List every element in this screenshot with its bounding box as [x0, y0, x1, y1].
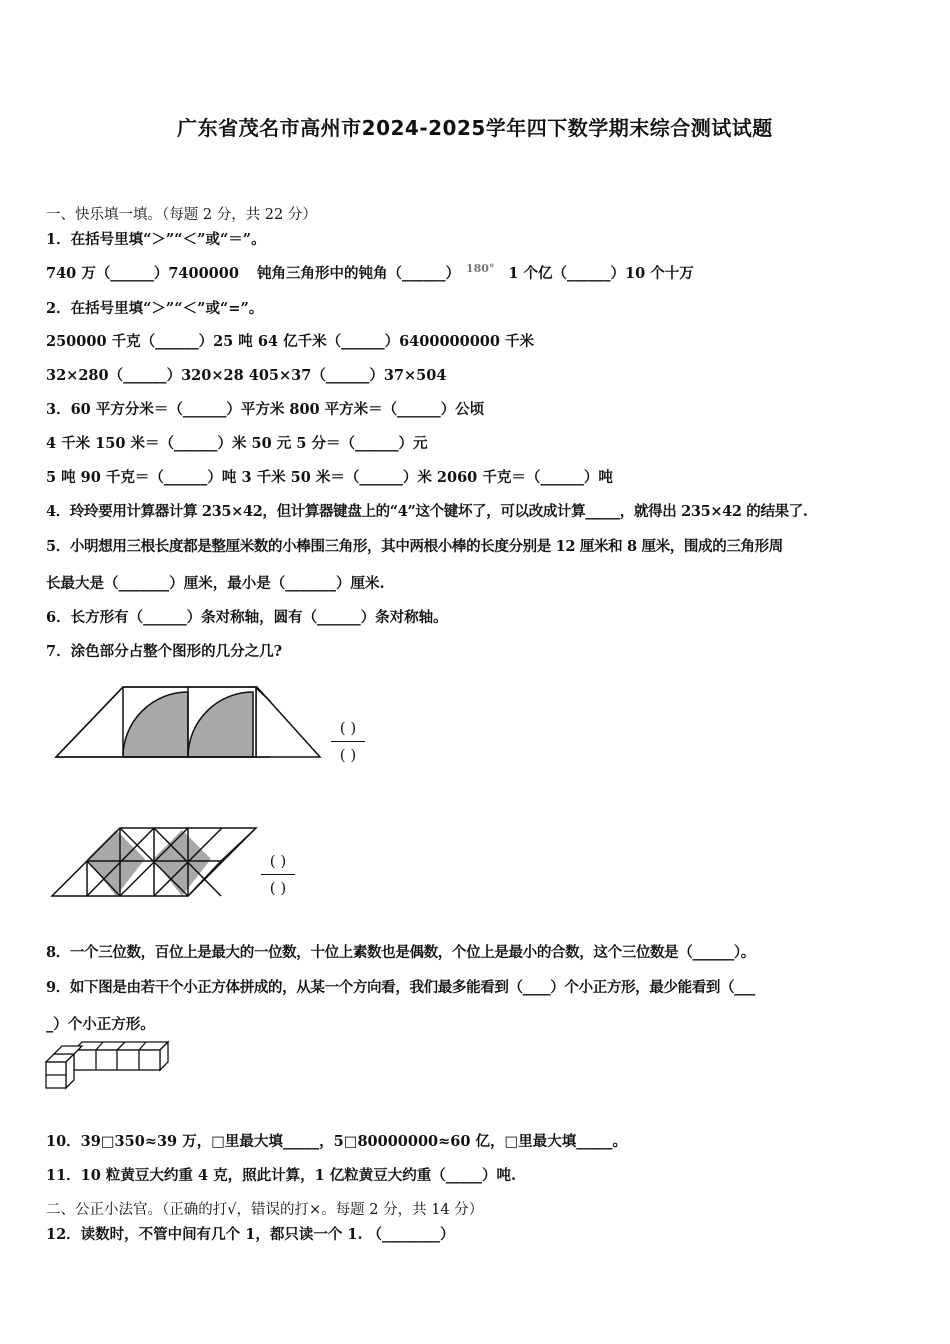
- shaded-diamond-left: [87, 830, 145, 896]
- section-heading-1: 一、快乐填一填。（每题 2 分，共 22 分）: [46, 207, 317, 223]
- fraction-answer-1: [328, 715, 368, 768]
- question-1-part-b: 钝角三角形中的钝角（______）: [256, 265, 460, 282]
- question-9-line-1: 9．如下图是由若干个小正方体拼成的，从某一个方向看，我们最多能看到（____）个小正方形，最少能看到（___: [46, 979, 755, 996]
- parallelogram-triangles-figure: [50, 824, 262, 900]
- question-2-prompt: 2．在括号里填“＞”“＜”或“=”。: [46, 300, 264, 317]
- question-1-prompt: 1．在括号里填“＞”“＜”或“＝”。: [46, 231, 266, 248]
- question-2-row-1: 250000 千克（______）25 吨 64 亿千米（______）6400000000 千米: [46, 333, 535, 350]
- shaded-quarter-circle-left: [123, 692, 188, 757]
- section-heading-2: 二、公正小法官。（正确的打√，错误的打×。每题 2 分，共 14 分）: [46, 1202, 484, 1218]
- fraction-bar: [261, 874, 295, 875]
- degree-label: 180°: [465, 262, 495, 276]
- question-9-line-2: _）个小正方形。: [46, 1016, 155, 1033]
- question-5-line-1: 5．小明想用三根长度都是整厘米数的小棒围三角形，其中两根小棒的长度分别是 12 厘米和 8 厘米，围成的三角形周: [46, 538, 783, 555]
- shaded-diamond-right: [153, 830, 211, 896]
- fraction-2-numerator: ( ): [269, 852, 287, 870]
- question-7-prompt: 7．涂色部分占整个图形的几分之几?: [46, 643, 283, 660]
- shaded-quarter-circle-right: [188, 692, 253, 757]
- question-6: 6．长方形有（______）条对称轴，圆有（______）条对称轴。: [46, 609, 448, 626]
- page-title: 广东省茂名市高州市2024-2025学年四下数学期末综合测试试题: [177, 116, 773, 140]
- cube-arrangement-figure: [44, 1040, 174, 1092]
- question-3-row-2: 4 千米 150 米＝（______）米 50 元 5 分＝（______）元: [46, 435, 428, 452]
- question-3-row-1: 3．60 平方分米＝（______）平方米 800 平方米＝（______）公顷: [46, 401, 485, 418]
- question-4: 4．玲玲要用计算器计算 235×42，但计算器键盘上的“4”这个键坏了，可以改成计算_____，就得出 235×42 的结果了.: [46, 503, 808, 520]
- question-10: 10．39□350≈39 万，□里最大填_____，5□80000000≈60 亿，□里最大填_____。: [46, 1133, 627, 1150]
- fraction-1-numerator: ( ): [339, 719, 357, 737]
- question-1-part-c: 1 个亿（______）10 个十万: [508, 265, 694, 282]
- question-8: 8．一个三位数，百位上是最大的一位数，十位上素数也是偶数，个位上是最小的合数，这个三位数是（______）。: [46, 944, 755, 961]
- question-1-row: [46, 262, 694, 283]
- fraction-bar: [331, 741, 365, 742]
- question-12: 12．读数时，不管中间有几个 1，都只读一个 1. （________）: [46, 1226, 455, 1243]
- question-5-line-2: 长最大是（_______）厘米，最小是（_______）厘米.: [46, 575, 385, 592]
- trapezoid-quarter-circle-figure: [50, 680, 270, 760]
- question-3-row-3: 5 吨 90 千克＝（______）吨 3 千米 50 米＝（______）米 2060 千克＝（______）吨: [46, 469, 613, 486]
- question-2-row-2: 32×280（______）320×28 405×37（______）37×504: [46, 367, 447, 384]
- fraction-2-denominator: ( ): [269, 879, 287, 897]
- question-11: 11．10 粒黄豆大约重 4 克，照此计算，1 亿粒黄豆大约重（_____）吨.: [46, 1167, 517, 1184]
- question-1-part-a: 740 万（______）7400000: [46, 265, 239, 282]
- fraction-answer-2: [258, 848, 298, 901]
- fraction-1-denominator: ( ): [339, 746, 357, 764]
